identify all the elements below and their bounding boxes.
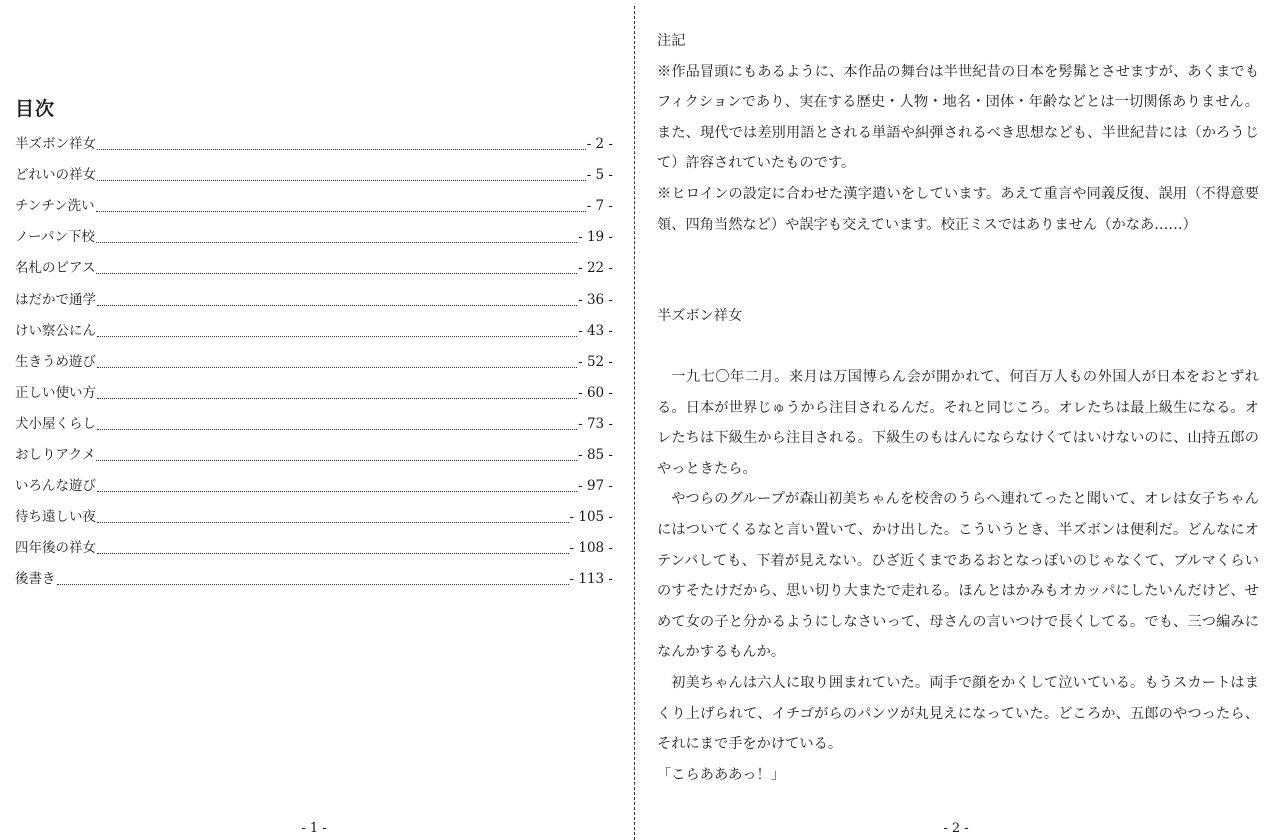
toc-entry-page: - 7 -	[586, 198, 613, 215]
toc-entry-label: チンチン洗い	[15, 198, 95, 215]
toc-entry-label: はだかで通学	[15, 291, 96, 308]
toc-entry-label: けい察公にん	[15, 322, 96, 339]
toc-entry-page: - 22 -	[578, 260, 613, 277]
left-page	[0, 0, 634, 840]
toc-entry-page: - 43 -	[578, 322, 613, 339]
toc-entry[interactable]	[15, 497, 613, 528]
toc-dot-leader	[96, 211, 586, 212]
toc-dot-leader	[97, 491, 577, 492]
toc-dot-leader	[97, 429, 577, 430]
toc-entry-label: どれいの祥女	[15, 167, 96, 184]
toc-entry[interactable]	[15, 435, 613, 466]
toc-entry-page: - 2 -	[586, 136, 613, 153]
toc-dot-leader	[96, 273, 577, 274]
toc-entry[interactable]	[15, 186, 613, 217]
toc-entry-page: - 97 -	[578, 478, 613, 495]
story-paragraph: 初美ちゃんは六人に取り囲まれていた。両手で顔をかくして泣いている。もうスカートはまくり上げられて、イチゴがらのパンツが丸見えになっていた。どころか、五郎のやつったら、それにまで手をかけている。	[657, 674, 1259, 753]
toc-entry[interactable]	[15, 528, 613, 559]
toc-entry-label: 正しい使い方	[15, 384, 96, 401]
toc-entry-page: - 105 -	[569, 509, 613, 526]
toc-entry[interactable]	[15, 155, 613, 186]
notes-heading: 注記	[657, 33, 686, 49]
note-item: ※ヒロインの設定に合わせた漢字遣いをしています。あえて重言や同義反復、誤用（不得意要領、四角当然など）や誤字も交えています。校正ミスではありません（かなあ……）	[657, 185, 1259, 233]
toc-entry-label: 名札のピアス	[15, 260, 96, 277]
toc-entry-page: - 113 -	[569, 571, 613, 588]
note-item: ※作品冒頭にもあるように、本作品の舞台は半世紀昔の日本を髣髴とさせますが、あくまでもフィクションであり、実在する歴史・人物・地名・団体・年齢などとは一切関係ありません。また、現代では差別用語とされる単語や糾弾されるべき思想なども、半世紀昔には（かろうじて）許容されていたものです。	[657, 63, 1259, 172]
toc-dot-leader	[97, 180, 586, 181]
toc-dot-leader	[97, 149, 586, 150]
toc-dot-leader	[97, 367, 577, 368]
toc-dot-leader	[97, 305, 577, 306]
toc-entry[interactable]	[15, 124, 613, 155]
toc-entry[interactable]	[15, 279, 613, 310]
toc-entry-label: 後書き	[15, 571, 56, 588]
toc-entry-page: - 73 -	[578, 415, 613, 432]
page-divider	[634, 6, 635, 840]
story-paragraph: やつらのグループが森山初美ちゃんを校舎のうらへ連れてったと聞いて、オレは女子ちゃんにはついてくるなと言い置いて、かけ出した。こういうとき、半ズボンは便利だ。どんなにオテンバしても、下着が見えない。ひざ近くまであるおとなっぽいのじゃなくて、ブルマくらいのすそたけだから、思い切り大またで走れる。ほんとはかみもオカッパにしたいんだけど、せめて女の子と分かるようにしなさいって、母さんの言いつけで長くしてる。でも、三つ編みになんかするもんか。	[657, 491, 1259, 661]
toc-entry-page: - 19 -	[578, 229, 613, 246]
page-number-right: - 2 -	[943, 821, 969, 836]
toc-entry[interactable]	[15, 311, 613, 342]
toc-dot-leader	[96, 242, 577, 243]
notes-section	[657, 26, 1259, 240]
toc-dot-leader	[97, 398, 577, 399]
story-dialogue: 「こらあああっ！」	[657, 766, 785, 783]
toc-entry-label: 待ち遠しい夜	[15, 509, 96, 526]
toc-entry-page: - 108 -	[569, 540, 613, 557]
toc-entry-page: - 85 -	[578, 447, 613, 464]
toc-entry[interactable]	[15, 342, 613, 373]
story-paragraph: 一九七〇年二月。来月は万国博らん会が開かれて、何百万人もの外国人が日本をおとずれる。日本が世界じゅうから注目されるんだ。それと同じころ。オレたちは最上級生になる。オレたちは下級生から注目される。下級生のもはんにならなけくてはいけないのに、山持五郎のやっときたら。	[657, 369, 1259, 477]
toc-dot-leader	[57, 584, 569, 585]
toc-dot-leader	[97, 553, 569, 554]
toc-entry-page: - 60 -	[578, 384, 613, 401]
table-of-contents	[15, 124, 613, 590]
right-page	[636, 0, 1280, 840]
page-number-left: - 1 -	[301, 821, 327, 836]
toc-entry-label: 生きうめ遊び	[15, 353, 96, 370]
toc-entry-page: - 52 -	[578, 353, 613, 370]
toc-entry[interactable]	[15, 466, 613, 497]
toc-entry[interactable]	[15, 559, 613, 590]
toc-title: 目次	[15, 98, 56, 120]
toc-entry-label: おしりアクメ	[15, 447, 96, 464]
toc-entry[interactable]	[15, 404, 613, 435]
toc-entry-label: 四年後の祥女	[15, 540, 96, 557]
toc-entry[interactable]	[15, 373, 613, 404]
toc-entry-label: ノーパン下校	[15, 229, 95, 246]
toc-dot-leader	[97, 336, 577, 337]
chapter-title: 半ズボン祥女	[657, 308, 743, 324]
toc-entry-label: 半ズボン祥女	[15, 136, 96, 153]
story-body	[657, 362, 1259, 790]
toc-entry[interactable]	[15, 248, 613, 279]
toc-entry[interactable]	[15, 217, 613, 248]
toc-entry-label: いろんな遊び	[15, 478, 96, 495]
toc-entry-page: - 5 -	[586, 167, 613, 184]
toc-dot-leader	[97, 522, 569, 523]
toc-dot-leader	[96, 460, 577, 461]
toc-entry-label: 犬小屋くらし	[15, 415, 96, 432]
toc-entry-page: - 36 -	[578, 291, 613, 308]
